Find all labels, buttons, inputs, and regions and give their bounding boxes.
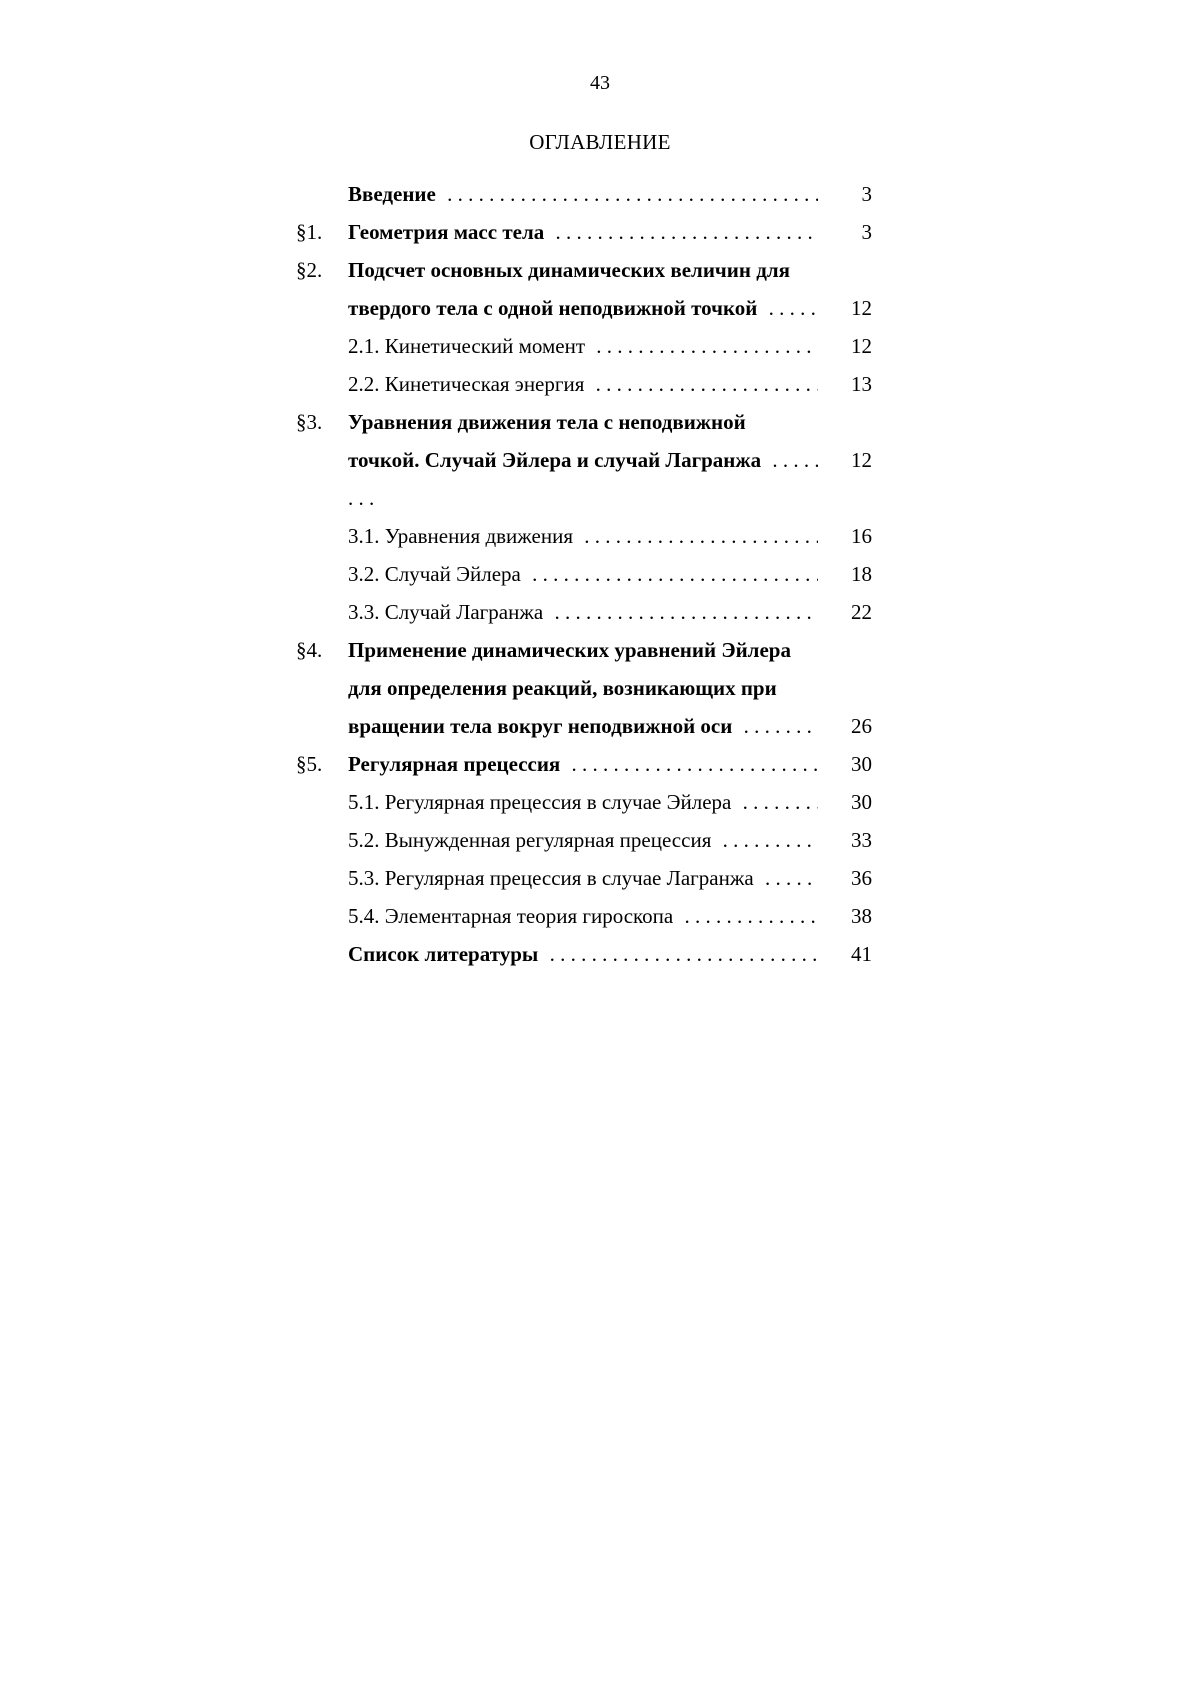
toc-entry-label: Уравнения движения тела с неподвижной bbox=[348, 410, 752, 434]
toc-entry-label: 3.3. Случай Лагранжа bbox=[348, 600, 549, 624]
toc-entry bbox=[296, 327, 896, 365]
toc-entry-text bbox=[348, 707, 818, 745]
toc-entry-text bbox=[348, 517, 818, 555]
toc-entry-page: 30 bbox=[851, 790, 872, 814]
toc-entry bbox=[296, 745, 896, 783]
toc-entry bbox=[296, 631, 896, 669]
toc-entry-text bbox=[348, 441, 818, 479]
toc-entry-page: 12 bbox=[851, 334, 872, 358]
toc-entry bbox=[296, 555, 896, 593]
toc-entry-label: Геометрия масс тела bbox=[348, 220, 550, 244]
toc-entry-text bbox=[348, 251, 818, 289]
toc-entry-text bbox=[348, 935, 818, 973]
toc-entry bbox=[296, 441, 896, 479]
table-of-contents bbox=[296, 175, 896, 973]
toc-entry-number: §5. bbox=[296, 752, 323, 776]
toc-entry-number: §4. bbox=[296, 638, 323, 662]
toc-entry-page: 33 bbox=[851, 828, 872, 852]
toc-entry-label: 5.4. Элементарная теория гироскопа bbox=[348, 904, 679, 928]
toc-entry-text bbox=[348, 631, 818, 669]
toc-entry-label: 5.3. Регулярная прецессия в случае Лагранжа bbox=[348, 866, 760, 890]
toc-entry bbox=[296, 935, 896, 973]
toc-entry bbox=[296, 859, 896, 897]
toc-entry bbox=[296, 213, 896, 251]
toc-entry bbox=[296, 403, 896, 441]
toc-entry-label: точкой. Случай Эйлера и случай Лагранжа bbox=[348, 448, 767, 472]
toc-entry-text bbox=[348, 783, 818, 821]
toc-entry-text bbox=[348, 175, 818, 213]
toc-entry-label: 5.2. Вынужденная регулярная прецессия bbox=[348, 828, 717, 852]
toc-entry-text bbox=[348, 669, 818, 707]
toc-entry-page: 38 bbox=[851, 904, 872, 928]
toc-entry-text bbox=[348, 593, 818, 631]
toc-entry-page: 13 bbox=[851, 372, 872, 396]
toc-entry-label: Введение bbox=[348, 182, 442, 206]
toc-entry-page: 12 bbox=[851, 296, 872, 320]
toc-entry-text bbox=[348, 745, 818, 783]
toc-entry-text bbox=[348, 897, 818, 935]
toc-entry-page: 41 bbox=[851, 942, 872, 966]
toc-entry-label: . . . bbox=[348, 486, 380, 510]
toc-entry-label: Подсчет основных динамических величин для bbox=[348, 258, 796, 282]
toc-entry bbox=[296, 479, 896, 517]
toc-entry-label: Регулярная прецессия bbox=[348, 752, 566, 776]
toc-entry-text bbox=[348, 327, 818, 365]
toc-entry-page: 22 bbox=[851, 600, 872, 624]
toc-entry-text bbox=[348, 859, 818, 897]
toc-entry-number: §2. bbox=[296, 258, 323, 282]
toc-entry-text bbox=[348, 289, 818, 327]
toc-entry-label: 5.1. Регулярная прецессия в случае Эйлера bbox=[348, 790, 737, 814]
toc-entry-label: Применение динамических уравнений Эйлера bbox=[348, 638, 797, 662]
toc-entry-page: 3 bbox=[861, 220, 872, 244]
toc-entry bbox=[296, 593, 896, 631]
toc-entry-page: 12 bbox=[851, 448, 872, 472]
toc-entry bbox=[296, 669, 896, 707]
toc-entry-page: 18 bbox=[851, 562, 872, 586]
toc-entry-label: 2.2. Кинетическая энергия bbox=[348, 372, 590, 396]
toc-entry-text bbox=[348, 365, 818, 403]
toc-entry-label: Список литературы bbox=[348, 942, 544, 966]
toc-entry-page: 3 bbox=[861, 182, 872, 206]
toc-entry-text bbox=[348, 213, 818, 251]
toc-entry-label: 2.1. Кинетический момент bbox=[348, 334, 591, 358]
toc-entry bbox=[296, 517, 896, 555]
toc-entry bbox=[296, 783, 896, 821]
toc-entry bbox=[296, 821, 896, 859]
toc-entry-page: 36 bbox=[851, 866, 872, 890]
toc-entry bbox=[296, 897, 896, 935]
toc-entry-text bbox=[348, 479, 818, 517]
toc-entry-page: 16 bbox=[851, 524, 872, 548]
toc-entry-label: вращении тела вокруг неподвижной оси bbox=[348, 714, 738, 738]
toc-entry-label: 3.2. Случай Эйлера bbox=[348, 562, 527, 586]
toc-title: ОГЛАВЛЕНИЕ bbox=[529, 130, 671, 154]
page-number: 43 bbox=[590, 72, 610, 94]
toc-entry-text bbox=[348, 555, 818, 593]
toc-entry-text bbox=[348, 821, 818, 859]
toc-entry bbox=[296, 365, 896, 403]
toc-entry-label: 3.1. Уравнения движения bbox=[348, 524, 579, 548]
toc-entry-text bbox=[348, 403, 818, 441]
toc-entry-page: 26 bbox=[851, 714, 872, 738]
toc-entry-page: 30 bbox=[851, 752, 872, 776]
toc-entry-number: §3. bbox=[296, 410, 323, 434]
toc-entry bbox=[296, 707, 896, 745]
toc-entry bbox=[296, 175, 896, 213]
toc-entry-label: для определения реакций, возникающих при bbox=[348, 676, 783, 700]
toc-entry bbox=[296, 289, 896, 327]
toc-entry-number: §1. bbox=[296, 220, 323, 244]
toc-entry-label: твердого тела с одной неподвижной точкой bbox=[348, 296, 763, 320]
toc-entry bbox=[296, 251, 896, 289]
